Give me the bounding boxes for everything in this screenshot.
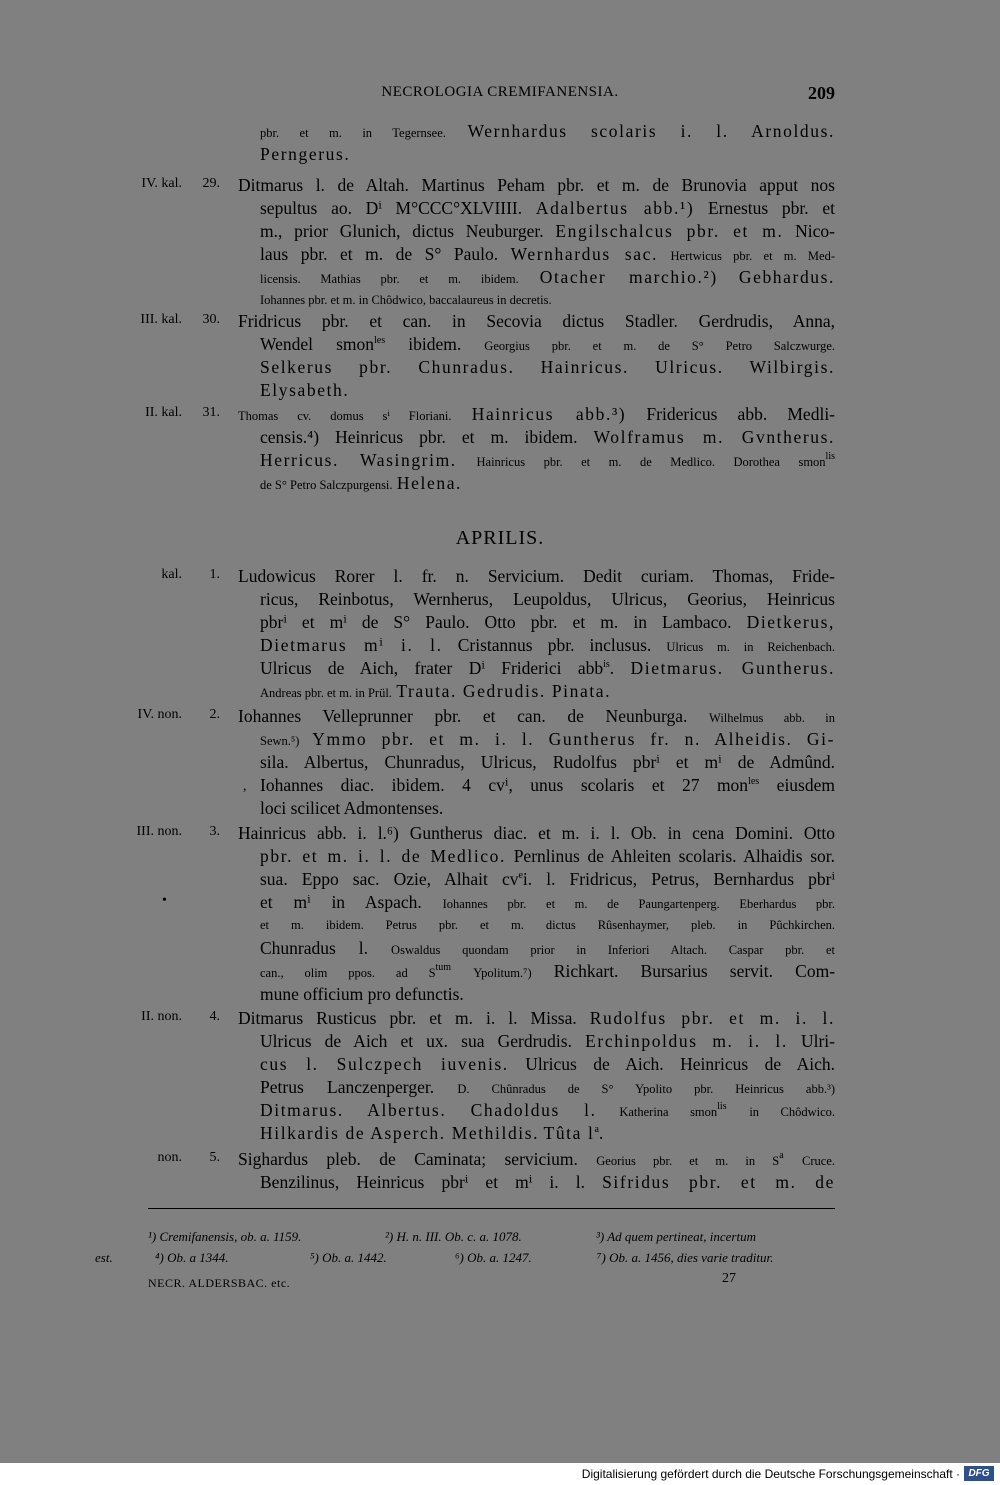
text-line: Iohannes pbr. et m. in Chôdwico, baccalaureus in decretis. xyxy=(260,293,552,307)
text-line: Iohannes diac. ibidem. 4 cvⁱ, unus scolaris et 27 mon$^{les}$ eiusdem xyxy=(260,775,835,795)
text-line: Benzilinus, Heinricus pbrⁱ et mⁱ i. l. Sifridus pbr. et m. de xyxy=(260,1172,835,1192)
text-line: Sewn.⁵) Ymmo pbr. et m. i. l. Guntherus fr. n. Alheidis. Gi- xyxy=(260,729,835,749)
text-line: Dietmarus mⁱ i. l. Cristannus pbr. inclusus. Ulricus m. in Reichenbach. xyxy=(260,635,835,655)
date-label: kal. xyxy=(161,567,182,582)
dfg-logo: DFG xyxy=(964,1466,994,1481)
day-number: 29. xyxy=(202,176,220,191)
signature-number: 27 xyxy=(722,1271,736,1286)
text-line: de S° Petro Salczpurgensi. Helena. xyxy=(260,473,463,493)
text-line: Fridricus pbr. et can. in Secovia dictus Stadler. Gerdrudis, Anna, xyxy=(238,311,835,331)
text-line: et mⁱ in Aspach. Iohannes pbr. et m. de Paungartenperg. Eberhardus pbr. xyxy=(260,892,835,912)
text-line: Ditmarus l. de Altah. Martinus Peham pbr. et m. de Brunovia apput nos xyxy=(238,175,835,195)
text-line: sepultus ao. Dⁱ M°CCC°XLVIIII. Adalbertus abb.¹) Ernestus pbr. et xyxy=(260,198,835,218)
text-line: Sighardus pleb. de Caminata; servicium. Georius pbr. et m. in $S^a$ Cruce. xyxy=(238,1149,835,1169)
date-label: III. kal. xyxy=(140,312,182,327)
funding-notice: Digitalisierung gefördert durch die Deutsche Forschungsgemeinschaft · xyxy=(581,1467,960,1481)
text-line: Andreas pbr. et m. in Prül. Trauta. Gedrudis. Pinata. xyxy=(260,681,612,701)
footnote-3-continued: est. xyxy=(95,1250,113,1265)
footnote-rule xyxy=(148,1208,835,1209)
footnote-4: ⁴) Ob. a 1344. xyxy=(155,1250,229,1265)
text-line: censis.⁴) Heinricus pbr. et m. ibidem. Wolframus m. Gvntherus. xyxy=(260,427,835,447)
text-line: cus l. Sulczpech iuvenis. Ulricus de Aich. Heinricus de Aich. xyxy=(260,1054,835,1074)
text-line: mune officium pro defunctis. xyxy=(260,984,464,1004)
date-label: IV. kal. xyxy=(141,176,182,191)
footnote-6: ⁶) Ob. a. 1247. xyxy=(455,1250,532,1265)
date-label: II. kal. xyxy=(145,405,182,420)
running-title: NECROLOGIA CREMIFANENSIA. xyxy=(381,84,619,100)
text-line: sua. Eppo sac. Ozie, Alhait $cv^ei$. l. Fridricus, Petrus, Bernhardus pbrⁱ xyxy=(260,869,835,889)
text-line: Selkerus pbr. Chunradus. Hainricus. Ulricus. Wilbirgis. xyxy=(260,357,835,377)
stray-mark: , xyxy=(243,779,247,794)
day-number: 31. xyxy=(202,405,220,420)
stray-mark: • xyxy=(162,893,167,908)
text-line: Ditmarus Rusticus pbr. et m. i. l. Missa. Rudolfus pbr. et m. i. l. xyxy=(238,1008,835,1028)
text-line: pbr. et m. in Tegernsee. Wernhardus scolaris i. l. Arnoldus. xyxy=(260,121,835,141)
text-line: Hilkardis de Asperch. Methildis. Tûta $l^a$. xyxy=(260,1123,604,1143)
day-number: 30. xyxy=(202,312,220,327)
text-line: Perngerus. xyxy=(260,144,351,164)
text-line: Chunradus l. Oswaldus quondam prior in Inferiori Altach. Caspar pbr. et xyxy=(260,938,835,958)
text-line: Petrus Lanczenperger. D. Chûnradus de S° Ypolito pbr. Heinricus abb.³) xyxy=(260,1077,835,1097)
text-line: m., prior Glunich, dictus Neuburger. Engilschalcus pbr. et m. Nico- xyxy=(260,221,835,241)
text-line: et m. ibidem. Petrus pbr. et m. dictus Rûsenhaymer, pleb. in Pûchkirchen. xyxy=(260,918,835,932)
digitization-footer xyxy=(0,1463,1000,1485)
day-number: 2. xyxy=(209,707,220,722)
text-line: licensis. Mathias pbr. et m. ibidem. Otacher marchio.²) Gebhardus. xyxy=(260,267,835,287)
page-number: 209 xyxy=(808,83,835,103)
footnote-1: ¹) Cremifanensis, ob. a. 1159. xyxy=(148,1229,302,1244)
text-line: can., olim ppos. ad $S^{tum}$ Ypolitum.⁷) Richkart. Bursarius servit. Com- xyxy=(260,961,835,981)
footnote-5: ⁵) Ob. a. 1442. xyxy=(310,1250,387,1265)
text-line: loci scilicet Admontenses. xyxy=(260,798,444,818)
date-label: IV. non. xyxy=(137,707,182,722)
text-line: sila. Albertus, Chunradus, Ulricus, Rudolfus pbrⁱ et mⁱ de Admûnd. xyxy=(260,752,835,772)
text-line: Iohannes Velleprunner pbr. et can. de Neunburga. Wilhelmus abb. in xyxy=(238,706,835,726)
text-line: Ditmarus. Albertus. Chadoldus l. Katherina smon$^{lis}$ in Chôdwico. xyxy=(260,1100,835,1120)
day-number: 3. xyxy=(209,824,220,839)
text-line: pbrⁱ et mⁱ de S° Paulo. Otto pbr. et m. in Lambaco. Dietkerus, xyxy=(260,612,835,632)
date-label: II. non. xyxy=(141,1009,182,1024)
text-line: Ulricus de Aich et ux. sua Gerdrudis. Erchinpoldus m. i. l. Ulri- xyxy=(260,1031,835,1051)
text-line: Thomas cv. domus sⁱ Floriani. Hainricus abb.³) Fridericus abb. Medli- xyxy=(238,404,835,424)
month-heading: APRILIS. xyxy=(455,527,545,549)
day-number: 4. xyxy=(209,1009,220,1024)
footnote-3: ³) Ad quem pertineat, incertum xyxy=(596,1229,756,1244)
date-label: III. non. xyxy=(136,824,182,839)
text-line: Wendel smon$^{les}$ ibidem. Georgius pbr. et m. de S° Petro Salczwurge. xyxy=(260,334,835,354)
text-line: pbr. et m. i. l. de Medlico. Pernlinus de Ahleiten scolaris. Alhaidis sor. xyxy=(260,846,835,866)
text-line: laus pbr. et m. de S° Paulo. Wernhardus sac. Hertwicus pbr. et m. Med- xyxy=(260,244,835,264)
day-number: 1. xyxy=(209,567,220,582)
text-line: Elysabeth. xyxy=(260,380,350,400)
text-line: ricus, Reinbotus, Wernherus, Leupoldus, Ulricus, Georius, Heinricus xyxy=(260,589,835,609)
text-line: Ludowicus Rorer l. fr. n. Servicium. Dedit curiam. Thomas, Fride- xyxy=(238,566,835,586)
signature-mark: NECR. ALDERSBAC. etc. xyxy=(148,1276,291,1290)
day-number: 5. xyxy=(209,1150,220,1165)
text-line: Herricus. Wasingrim. Hainricus pbr. et m. de Medlico. Dorothea smon$^{lis}$ xyxy=(260,450,835,470)
text-line: Ulricus de Aich, frater Dⁱ Friderici abb$^{is}$. Dietmarus. Guntherus. xyxy=(260,658,835,678)
date-label: non. xyxy=(157,1150,182,1165)
footnote-2: ²) H. n. III. Ob. c. a. 1078. xyxy=(385,1229,522,1244)
footnote-7: ⁷) Ob. a. 1456, dies varie traditur. xyxy=(597,1250,774,1265)
text-line: Hainricus abb. i. l.⁶) Guntherus diac. et m. i. l. Ob. in cena Domini. Otto xyxy=(238,823,835,843)
